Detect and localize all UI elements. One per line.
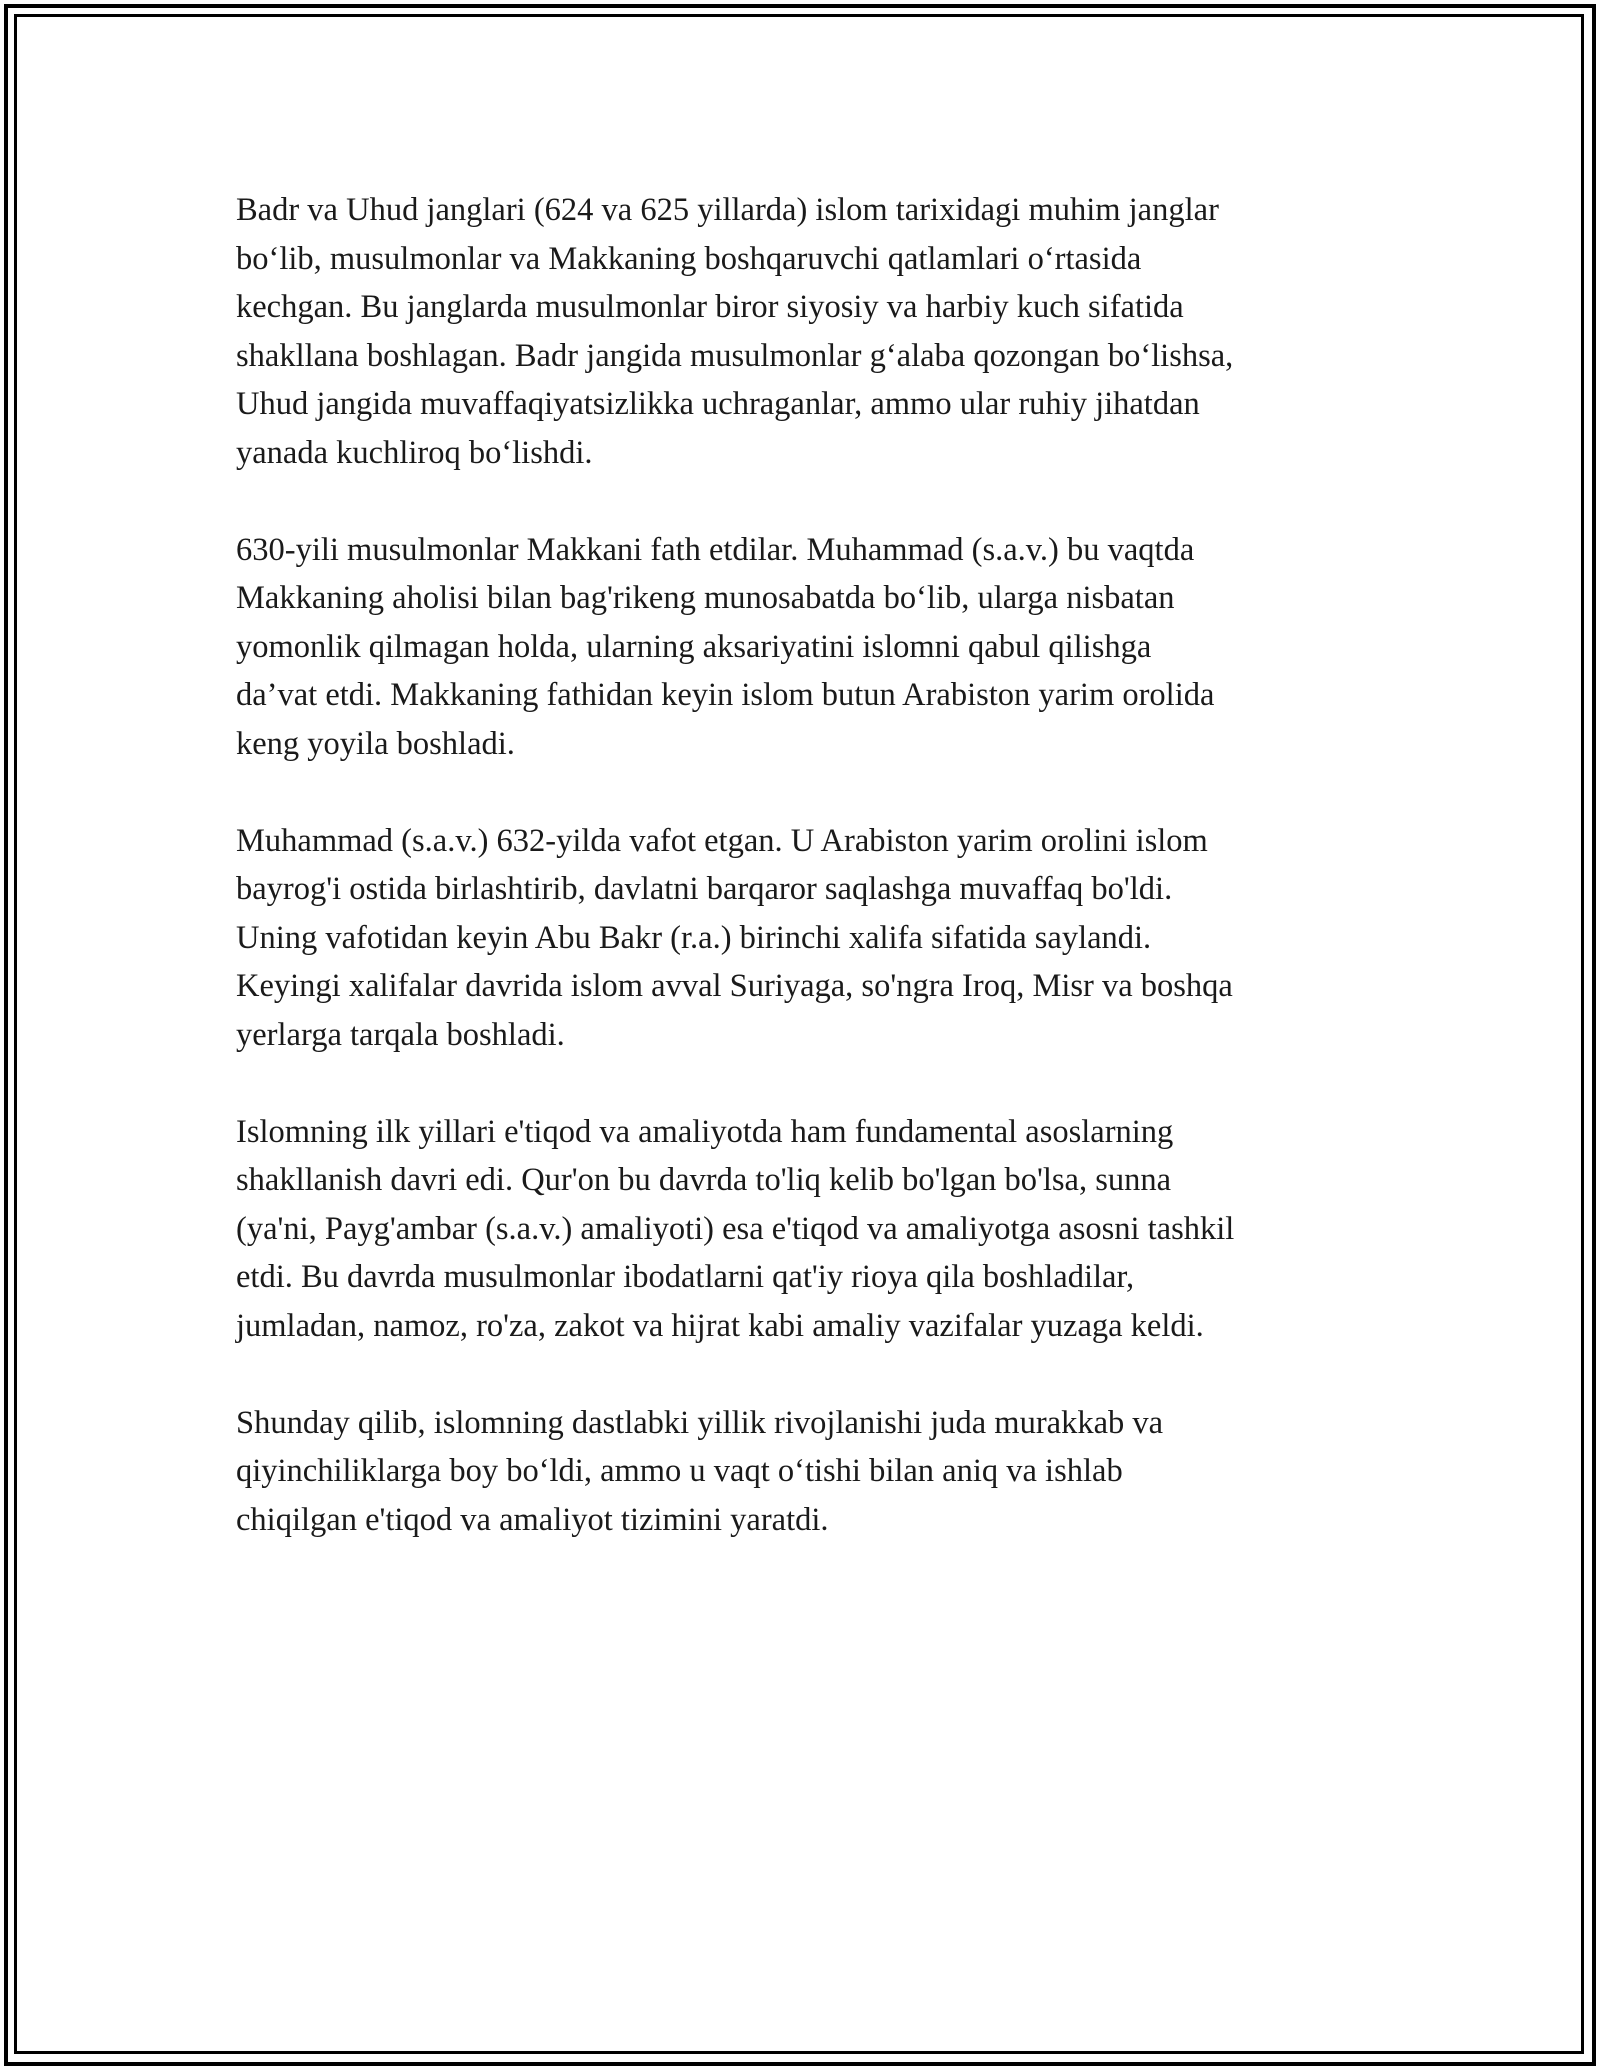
text-line: keng yoyila boshladi. bbox=[236, 725, 515, 762]
text-line: Uning vafotidan keyin Abu Bakr (r.a.) birinchi xalifa sifatida saylandi. bbox=[236, 919, 1152, 956]
paragraph-badr-uhud bbox=[236, 186, 1396, 477]
paragraph-ilk-yillar bbox=[236, 1108, 1396, 1351]
text-line: shakllana boshlagan. Badr jangida musulmonlar g‘alaba qozongan bo‘lishsa, bbox=[236, 337, 1234, 374]
text-line: yanada kuchliroq bo‘lishdi. bbox=[236, 434, 593, 471]
text-line: chiqilgan e'tiqod va amaliyot tizimini yaratdi. bbox=[236, 1501, 829, 1538]
text-line: Islomning ilk yillari e'tiqod va amaliyotda ham fundamental asoslarning bbox=[236, 1113, 1174, 1150]
text-line: bayrog'i ostida birlashtirib, davlatni barqaror saqlashga muvaffaq bo'ldi. bbox=[236, 871, 1173, 907]
text-line: etdi. Bu davrda musulmonlar ibodatlarni qat'iy rioya qila boshladilar, bbox=[236, 1259, 1135, 1295]
text-line: jumladan, namoz, ro'za, zakot va hijrat kabi amaliy vazifalar yuzaga keldi. bbox=[236, 1307, 1204, 1344]
text-line: yerlarga tarqala boshladi. bbox=[236, 1016, 565, 1053]
text-line: qiyinchiliklarga boy bo‘ldi, ammo u vaqt o‘tishi bilan aniq va ishlab bbox=[236, 1453, 1123, 1489]
text-line: (ya'ni, Payg'ambar (s.a.v.) amaliyoti) esa e'tiqod va amaliyotga asosni tashkil bbox=[236, 1210, 1235, 1247]
text-line: Uhud jangida muvaffaqiyatsizlikka uchraganlar, ammo ular ruhiy jihatdan bbox=[236, 386, 1200, 422]
text-line: Badr va Uhud janglari (624 va 625 yillarda) islom tarixidagi muhim janglar bbox=[236, 192, 1219, 228]
text-line: 630-yili musulmonlar Makkani fath etdilar. Muhammad (s.a.v.) bu vaqtda bbox=[236, 531, 1195, 568]
document-body bbox=[236, 186, 1396, 1593]
paragraph-makka-fath bbox=[236, 526, 1396, 769]
paragraph-vafot bbox=[236, 817, 1396, 1060]
text-line: Muhammad (s.a.v.) 632-yilda vafot etgan. U Arabiston yarim orolini islom bbox=[236, 822, 1208, 859]
text-line: da’vat etdi. Makkaning fathidan keyin islom butun Arabiston yarim orolida bbox=[236, 677, 1215, 713]
text-line: yomonlik qilmagan holda, ularning aksariyatini islomni qabul qilishga bbox=[236, 628, 1152, 665]
text-line: shakllanish davri edi. Qur'on bu davrda to'liq kelib bo'lgan bo'lsa, sunna bbox=[236, 1162, 1172, 1198]
text-line: kechgan. Bu janglarda musulmonlar biror siyosiy va harbiy kuch sifatida bbox=[236, 289, 1184, 325]
text-line: Makkaning aholisi bilan bag'rikeng munosabatda bo‘lib, ularga nisbatan bbox=[236, 580, 1175, 616]
text-line: bo‘lib, musulmonlar va Makkaning boshqaruvchi qatlamlari o‘rtasida bbox=[236, 240, 1142, 277]
text-line: Shunday qilib, islomning dastlabki yillik rivojlanishi juda murakkab va bbox=[236, 1404, 1164, 1441]
paragraph-xulosa bbox=[236, 1399, 1396, 1545]
text-line: Keyingi xalifalar davrida islom avval Suriyaga, so'ngra Iroq, Misr va boshqa bbox=[236, 968, 1233, 1004]
